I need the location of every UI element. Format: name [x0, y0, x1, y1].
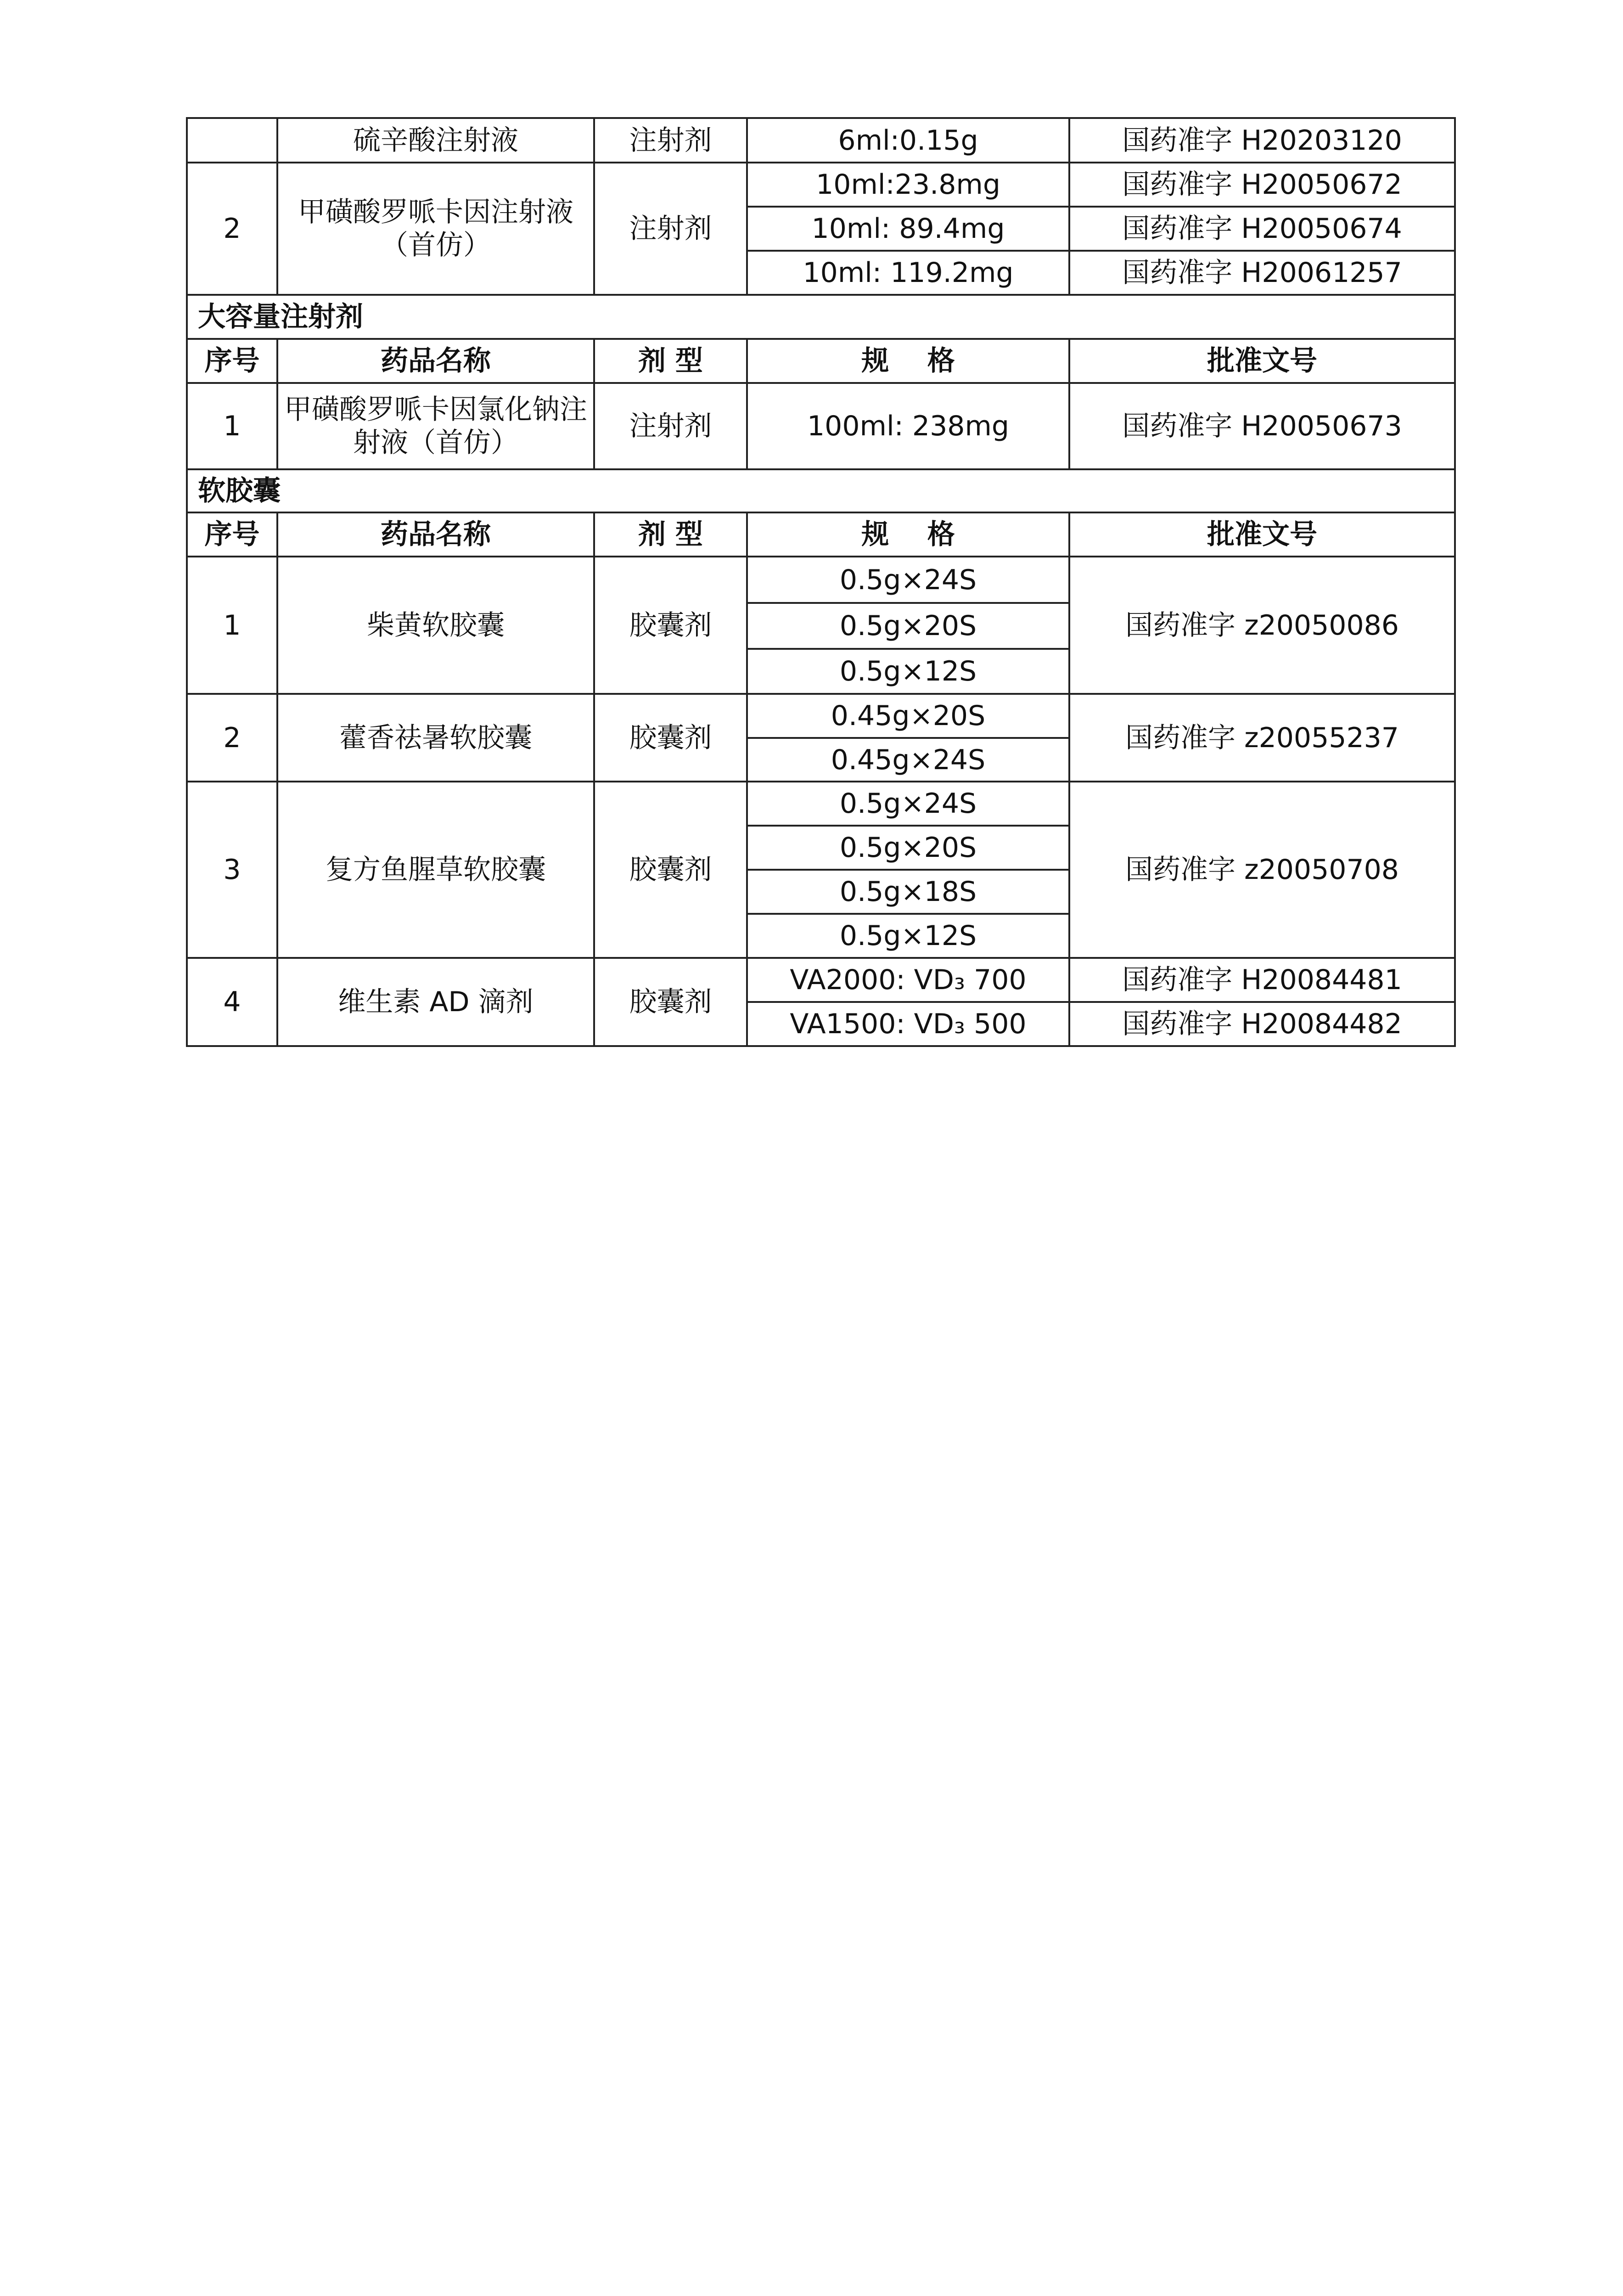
spec-cell: 0.45g×24S	[747, 738, 1069, 782]
table-row	[187, 694, 1455, 738]
spec-cell: 0.5g×12S	[747, 914, 1069, 958]
table-row	[187, 557, 1455, 603]
header-seq: 序号	[187, 339, 277, 383]
drug-name-cell: 复方鱼腥草软胶囊	[277, 782, 594, 958]
spec-cell: 0.5g×20S	[747, 826, 1069, 870]
approval-cell: 国药准字 H20084481	[1069, 958, 1455, 1002]
dosage-form-cell: 胶囊剂	[594, 782, 747, 958]
dosage-form-cell: 胶囊剂	[594, 694, 747, 782]
approval-cell: 国药准字 z20055237	[1069, 694, 1455, 782]
section-title: 大容量注射剂	[187, 295, 1455, 339]
table-row	[187, 958, 1455, 1002]
section-row	[187, 469, 1455, 512]
approval-cell: 国药准字 H20050673	[1069, 383, 1455, 469]
header-name: 药品名称	[277, 339, 594, 383]
spec-cell: 0.5g×18S	[747, 870, 1069, 914]
seq-cell: 2	[187, 163, 277, 295]
spec-cell: 0.5g×12S	[747, 649, 1069, 694]
drug-table	[186, 117, 1456, 1047]
table-row	[187, 118, 1455, 163]
seq-cell: 4	[187, 958, 277, 1046]
header-approval: 批准文号	[1069, 339, 1455, 383]
drug-name-cell: 甲磺酸罗哌卡因氯化钠注射液（首仿）	[277, 383, 594, 469]
dosage-form-cell: 胶囊剂	[594, 958, 747, 1046]
drug-name-cell: 藿香祛暑软胶囊	[277, 694, 594, 782]
header-approval: 批准文号	[1069, 512, 1455, 557]
approval-cell: 国药准字 H20061257	[1069, 251, 1455, 295]
approval-cell: 国药准字 z20050086	[1069, 557, 1455, 694]
dosage-form-cell: 注射剂	[594, 163, 747, 295]
spec-cell: VA2000: VD₃ 700	[747, 958, 1069, 1002]
spec-cell: 10ml: 89.4mg	[747, 207, 1069, 251]
spec-cell: 0.45g×20S	[747, 694, 1069, 738]
approval-cell: 国药准字 H20203120	[1069, 118, 1455, 163]
header-name: 药品名称	[277, 512, 594, 557]
drug-name-cell: 维生素 AD 滴剂	[277, 958, 594, 1046]
header-spec: 规 格	[747, 512, 1069, 557]
spec-cell: 100ml: 238mg	[747, 383, 1069, 469]
header-spec: 规 格	[747, 339, 1069, 383]
table-row	[187, 163, 1455, 207]
header-row	[187, 339, 1455, 383]
dosage-form-cell: 胶囊剂	[594, 557, 747, 694]
dosage-form-cell: 注射剂	[594, 383, 747, 469]
table-row	[187, 383, 1455, 469]
drug-name-cell: 甲磺酸罗哌卡因注射液（首仿）	[277, 163, 594, 295]
header-form: 剂 型	[594, 339, 747, 383]
spec-cell: VA1500: VD₃ 500	[747, 1002, 1069, 1046]
drug-name-cell: 硫辛酸注射液	[277, 118, 594, 163]
seq-cell: 3	[187, 782, 277, 958]
header-seq: 序号	[187, 512, 277, 557]
approval-cell: 国药准字 H20050674	[1069, 207, 1455, 251]
drug-name-cell: 柴黄软胶囊	[277, 557, 594, 694]
seq-cell	[187, 118, 277, 163]
section-row	[187, 295, 1455, 339]
approval-cell: 国药准字 H20050672	[1069, 163, 1455, 207]
spec-cell: 10ml:23.8mg	[747, 163, 1069, 207]
seq-cell: 2	[187, 694, 277, 782]
header-form: 剂 型	[594, 512, 747, 557]
section-title: 软胶囊	[187, 469, 1455, 512]
table-row	[187, 782, 1455, 826]
spec-cell: 0.5g×20S	[747, 603, 1069, 649]
seq-cell: 1	[187, 383, 277, 469]
spec-cell: 0.5g×24S	[747, 557, 1069, 603]
spec-cell: 0.5g×24S	[747, 782, 1069, 826]
dosage-form-cell: 注射剂	[594, 118, 747, 163]
seq-cell: 1	[187, 557, 277, 694]
approval-cell: 国药准字 H20084482	[1069, 1002, 1455, 1046]
spec-cell: 6ml:0.15g	[747, 118, 1069, 163]
approval-cell: 国药准字 z20050708	[1069, 782, 1455, 958]
header-row	[187, 512, 1455, 557]
spec-cell: 10ml: 119.2mg	[747, 251, 1069, 295]
